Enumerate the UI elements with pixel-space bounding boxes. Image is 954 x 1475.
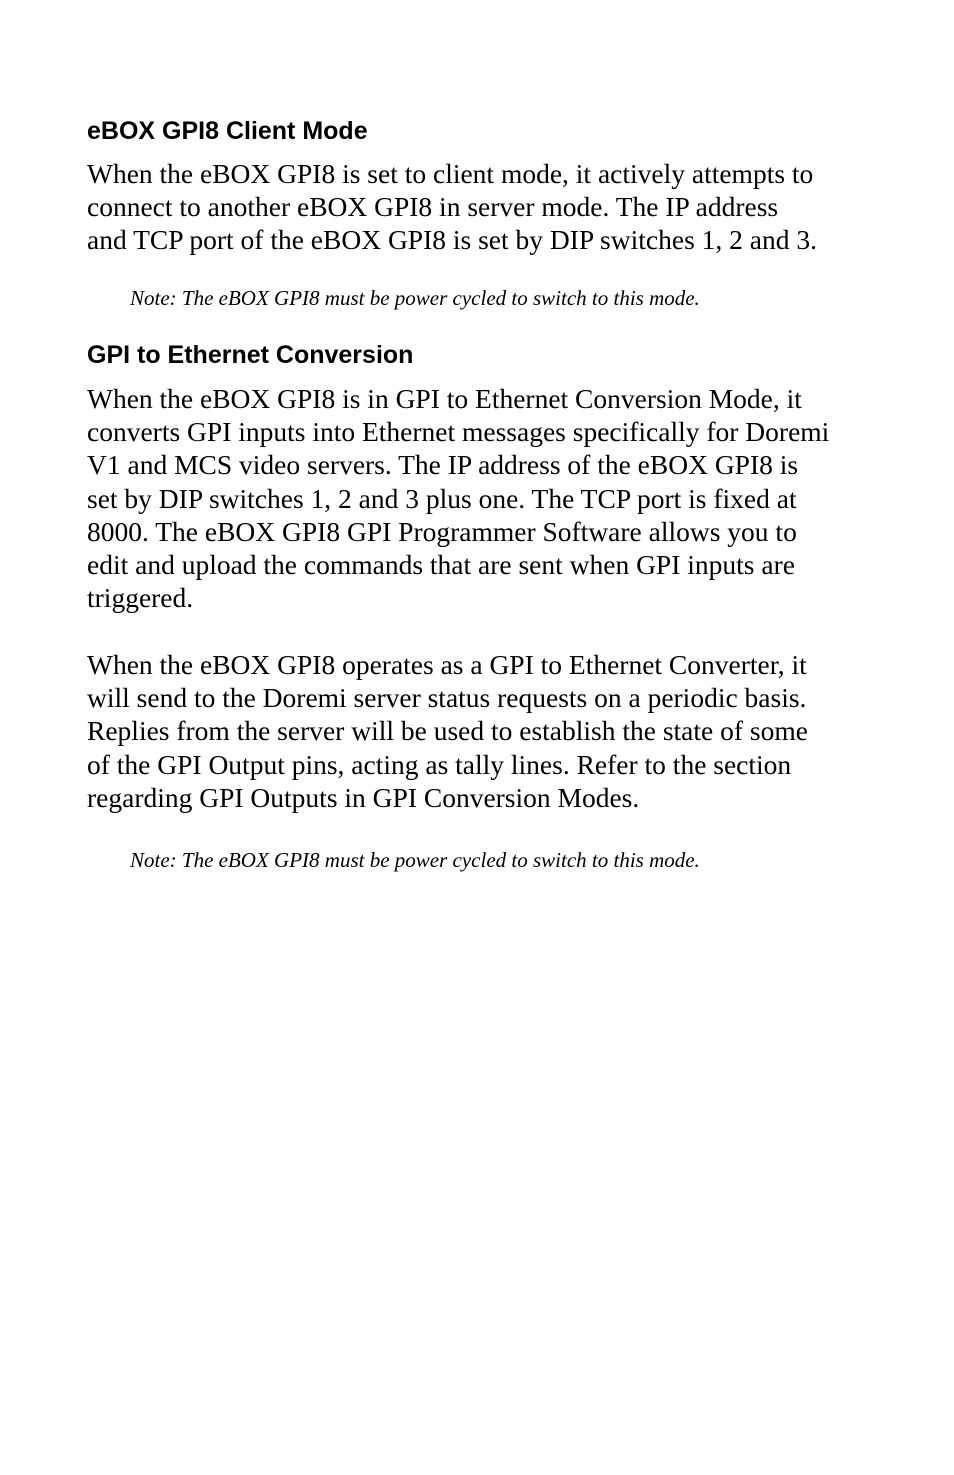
paragraph-line: triggered. bbox=[87, 582, 194, 614]
paragraph-line: When the eBOX GPI8 is in GPI to Ethernet Conversion Mode, it bbox=[87, 383, 802, 414]
paragraph-line: When the eBOX GPI8 is set to client mode, it actively attempts to bbox=[87, 158, 814, 189]
paragraph-line: regarding GPI Outputs in GPI Conversion Modes. bbox=[87, 781, 640, 813]
section-heading-client-mode: eBOX GPI8 Client Mode bbox=[87, 117, 368, 145]
paragraph-line: connect to another eBOX GPI8 in server mode. The IP address bbox=[87, 191, 779, 223]
paragraph-line: edit and upload the commands that are sent when GPI inputs are bbox=[87, 549, 795, 581]
paragraph-line: set by DIP switches 1, 2 and 3 plus one. The TCP port is fixed at bbox=[87, 482, 797, 514]
paragraph-line: 8000. The eBOX GPI8 GPI Programmer Software allows you to bbox=[87, 515, 797, 547]
paragraph-line: of the GPI Output pins, acting as tally lines. Refer to the section bbox=[87, 748, 792, 780]
paragraph-line: When the eBOX GPI8 operates as a GPI to Ethernet Converter, it bbox=[87, 649, 807, 680]
paragraph-line: and TCP port of the eBOX GPI8 is set by DIP switches 1, 2 and 3. bbox=[87, 224, 817, 256]
paragraph-gpi-ethernet-1 bbox=[87, 382, 829, 614]
note-client-mode: Note: The eBOX GPI8 must be power cycled to switch to this mode. bbox=[130, 286, 700, 310]
section-heading-gpi-ethernet: GPI to Ethernet Conversion bbox=[87, 341, 414, 369]
paragraph-line: Replies from the server will be used to establish the state of some bbox=[87, 715, 808, 747]
paragraph-gpi-ethernet-2 bbox=[87, 648, 808, 814]
paragraph-line: converts GPI inputs into Ethernet messages specifically for Doremi bbox=[87, 416, 830, 448]
paragraph-line: V1 and MCS video servers. The IP address of the eBOX GPI8 is bbox=[87, 449, 799, 481]
paragraph-client-mode bbox=[87, 157, 817, 257]
note-gpi-ethernet: Note: The eBOX GPI8 must be power cycled to switch to this mode. bbox=[130, 848, 700, 872]
paragraph-line: will send to the Doremi server status requests on a periodic basis. bbox=[87, 682, 807, 714]
